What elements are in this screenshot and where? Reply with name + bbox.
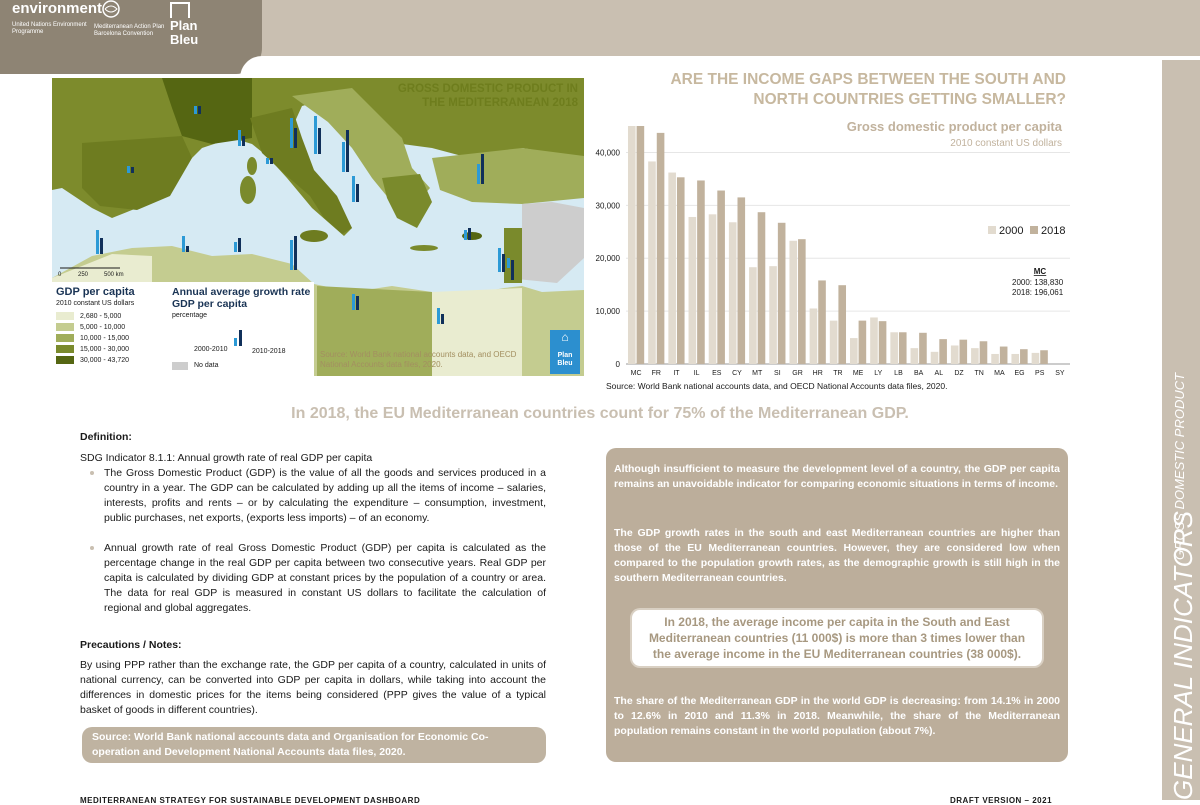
plan-bleu-map-word-2: Bleu [557,360,573,367]
chart-source: Source: World Bank national accounts data, and OECD National Accounts data files, 2020. [606,381,948,391]
legend-row [56,334,129,343]
bullet-dot [90,546,94,550]
x-tick-label: IT [673,370,680,377]
map-title [382,82,578,110]
legend-swatch [56,334,74,342]
legend-swatch-2018 [1030,226,1038,234]
bar-2018-ps [1040,350,1048,364]
bar-2018-il [697,180,705,364]
growth-bar [437,308,440,324]
growth-bar [481,154,484,184]
y-tick-label: 20,000 [595,254,620,264]
bar-2018-lb [899,332,907,364]
island-crete [410,245,438,251]
growth-bar [502,254,505,272]
plan-bleu-map-logo [550,330,580,374]
bar-2018-fr [657,133,665,364]
growth-bar [352,294,355,310]
bar-2000-gr [789,241,797,364]
legend-row [56,323,125,332]
growth-bar [507,258,510,268]
bar-2000-tr [830,321,838,364]
y-tick-label: 30,000 [595,201,620,211]
growth-bar [294,236,297,270]
commentary-paragraph-1: Although insufficient to measure the development level of a country, the GDP per capita remains an unavoidable indicator for comparing economic situations in terms of income. [614,463,1060,490]
legend-growth-label-b: 2010-2018 [252,348,286,355]
growth-bar [242,136,245,146]
growth-bar [511,260,514,280]
map-logo-icon [94,0,128,20]
bar-2018-me [859,321,867,364]
bar-2000-al [931,352,939,364]
bar-2000-mc [628,126,636,364]
bar-2018-ba [919,333,927,364]
legend-subtitle: 2010 constant US dollars [56,300,135,307]
growth-bar [290,240,293,270]
island-corsica [247,157,257,175]
bar-2000-hr [810,308,818,364]
chart-title: Gross domestic product per capita [846,119,1062,134]
map-logo-caption: Mediterranean Action Plan Barcelona Convention [94,24,165,37]
bar-2000-me [850,338,858,364]
island-sardinia [240,176,256,204]
bar-2000-il [689,217,697,364]
bar-2018-tn [980,341,988,364]
y-tick-label: 0 [615,360,620,369]
definition-bullet-2-text: Annual growth rate of real Gross Domestic Product (GDP) per capita is calculated as the percentage change in the real GDP per capita between two consecutive years. Real GDP per capita is calculated by dividing GDP at constant prices by the population of a country or area. The data for real GDP is measured in constant US dollars to facilitate the calculation of regional and global aggregates. [104,542,546,614]
x-tick-label: MC [630,370,642,377]
growth-bar [318,128,321,154]
bar-2000-tn [971,348,979,364]
bar-2000-ba [911,348,919,364]
gdp-map [52,78,584,376]
legend-swatch [56,312,74,320]
chart-subtitle: 2010 constant US dollars [950,138,1062,149]
legend-title: GDP per capita [56,286,135,298]
legend-nodata-swatch [172,362,188,370]
bar-2018-dz [960,340,968,364]
map-source: Source: World Bank national accounts data, and OECD National Accounts data files, 2020. [320,350,517,369]
chart-question-line-2: NORTH COUNTRIES GETTING SMALLER? [753,91,1066,108]
bar-2000-eg [1011,354,1019,364]
bar-2018-al [939,339,947,364]
bar-2000-ly [870,317,878,364]
bar-2018-it [677,177,685,364]
bar-2018-tr [838,285,846,364]
chart-question [590,70,1066,110]
legend-growth-subtitle: percentage [172,312,208,319]
bar-2000-ps [1032,353,1040,364]
precautions-text: By using PPP rather than the exchange rate, the GDP per capita of a country, calculated in units of national currency, can be converted into GDP per capita in dollars, while taking into account the differences in domestic prices for the items being considered (PPP gives the value of a typical basket of goods in different countries). [80,659,546,716]
growth-bar [131,167,134,173]
land-iberia [82,136,192,210]
x-tick-label: AL [934,370,944,377]
bar-2018-ly [879,321,887,364]
growth-bar [198,106,201,114]
footer-right: DRAFT VERSION – 2021 [950,796,1053,805]
x-tick-label: MT [752,370,763,377]
x-tick-label: EG [1014,370,1025,377]
chart-question-line-1: ARE THE INCOME GAPS BETWEEN THE SOUTH AND [670,71,1066,88]
legend-row [56,312,121,321]
commentary-box [606,448,1068,762]
bar-2018-mt [758,212,766,364]
growth-bar [498,248,501,272]
footer-left: MEDITERRANEAN STRATEGY FOR SUSTAINABLE DEVELOPMENT DASHBOARD [80,796,421,805]
plan-bleu-word-1: Plan [170,18,198,33]
plan-bleu-building-icon [170,2,190,18]
chart-annotation-title: MC [1033,267,1047,276]
plan-bleu-mark-icon: ⌂ [561,330,569,344]
definition-bullet-1-text: The Gross Domestic Product (GDP) is the value of all the goods and services produced in a country in a year. The GDP can be calculated by adding up all the items of income – salaries, interests, profits and rents – or by calculating the expenditure – consumption, investment, public purchases, net exports, (exports less imports) – of an economy. [104,467,546,524]
x-tick-label: CY [732,370,742,377]
commentary-highlight: In 2018, the average income per capita in the South and East Mediterranean countries (11 000$) is more than 3 times lower than the average income in the EU Mediterranean countries (38 000$). [630,608,1044,668]
definition-bullet-1 [80,466,546,526]
legend-growth-title: Annual average growth rate GDP per capita [172,286,311,310]
precautions-title: Precautions / Notes: [80,639,182,651]
plan-bleu-map-word-1: Plan [557,352,573,359]
x-tick-label: FR [651,370,661,377]
bar-2000-si [769,266,777,364]
legend-nodata-label: No data [194,362,219,369]
bullet-dot [90,471,94,475]
legend-swatch [56,345,74,353]
bar-2000-cy [729,222,737,364]
growth-bar [238,238,241,252]
legend-row [56,356,129,365]
map-title-line-2: THE MEDITERRANEAN 2018 [422,97,578,109]
growth-bar [468,228,471,240]
legend-label-2000: 2000 [999,225,1024,237]
plan-bleu-word-2: Bleu [170,32,199,47]
legend-label: 15,000 - 30,000 [80,346,130,353]
bar-2018-eg [1020,349,1028,364]
headline: In 2018, the EU Mediterranean countries count for 75% of the Mediterranean GDP. [291,405,909,422]
legend-swatch [56,356,74,364]
x-tick-label: TR [833,370,843,377]
commentary-paragraph-3: The share of the Mediterranean GDP in the world GDP is decreasing: from 14.1% in 2000 to 12.6% in 2010 and 11.3% in 2018. Meanwhile, the share of the Mediterranean population remains constant in the world population (about 7%). [614,695,1060,737]
bar-2018-si [778,223,786,364]
growth-bar [464,230,467,240]
definition-column [80,430,546,718]
bar-2018-mc [637,126,645,364]
legend-label: 10,000 - 15,000 [80,335,130,342]
bar-2018-gr [798,239,806,364]
side-tab-title [1168,770,1199,800]
unep-logo-caption: United Nations Environment Programme [12,22,87,35]
x-tick-label: TN [974,370,984,377]
gdp-bar-chart [580,118,1076,380]
bar-2000-es [709,214,717,364]
definition-title: Definition: [80,431,132,443]
bar-2000-ma [991,354,999,364]
unep-logo-word: environment [12,0,103,17]
growth-bar [346,130,349,172]
chart-annotation-line-2: 2018: 196,061 [1012,288,1064,297]
scale-label: 250 [78,272,89,278]
bar-2018-ma [1000,347,1008,364]
y-tick-label: 10,000 [595,307,620,317]
legend-growth-bar-2000 [234,338,237,346]
growth-bar [194,106,197,114]
x-tick-label: LB [894,370,903,377]
x-tick-label: HR [812,370,823,377]
x-tick-label: ME [852,370,864,377]
legend-row [56,345,129,354]
commentary-paragraph-2: The GDP growth rates in the south and east Mediterranean countries are higher than those of the EU Mediterranean countries. However, they are considered low when compared to the population growth rates, as the demographic growth is still high in the southern Mediterranean countries. [614,527,1060,584]
source-box: Source: World Bank national accounts data and Organisation for Economic Co-operation and Development National Accounts data files, 2020. [82,727,546,763]
growth-bar [290,118,293,148]
growth-bar [186,246,189,252]
definition-bullet-2 [80,541,546,616]
legend-label: 5,000 - 10,000 [80,324,126,331]
growth-bar [294,128,297,148]
growth-bar [314,116,317,154]
x-tick-label: IL [693,370,700,377]
growth-bar [127,166,130,173]
definition-indicator: SDG Indicator 8.1.1: Annual growth rate of real GDP per capita [80,452,373,464]
x-tick-label: SY [1055,370,1065,377]
legend-label: 30,000 - 43,720 [80,357,130,364]
x-tick-label: BA [913,370,924,377]
growth-bar [356,296,359,310]
growth-bar [238,130,241,146]
bar-2000-mt [749,267,757,364]
scale-label: 0 [58,272,62,278]
growth-bar [96,230,99,254]
growth-bar [100,238,103,254]
map-legend [52,282,314,376]
legend-swatch [56,323,74,331]
bar-2000-fr [648,161,656,364]
bar-2000-it [668,173,676,364]
scale-label: 500 km [104,272,124,278]
growth-bar [234,242,237,252]
bar-2018-es [717,191,725,364]
growth-bar [352,176,355,202]
growth-bar [342,142,345,172]
legend-label-2018: 2018 [1041,225,1066,237]
plan-bleu-logo [170,2,212,48]
land-turkey [432,148,584,204]
x-tick-label: PS [1035,370,1045,377]
growth-bar [270,158,273,164]
legend-swatch-2000 [988,226,996,234]
island-sicily [300,230,328,242]
x-tick-label: ES [712,370,722,377]
bar-2000-dz [951,345,959,364]
growth-bar [182,236,185,252]
legend-growth-bar-2010 [239,330,242,346]
growth-bar [356,184,359,202]
growth-bar [477,164,480,184]
x-tick-label: MA [994,370,1005,377]
x-tick-label: LY [874,370,883,377]
growth-bar [266,158,269,164]
legend-label: 2,680 - 5,000 [80,313,122,320]
bar-2018-cy [738,197,746,364]
bar-2000-lb [890,332,898,364]
x-tick-label: DZ [954,370,964,377]
bar-2018-hr [818,280,826,364]
x-tick-label: GR [792,370,803,377]
y-tick-label: 40,000 [595,148,620,158]
x-tick-label: SI [774,370,781,377]
legend-growth-label-a: 2000-2010 [194,346,228,353]
growth-bar [441,314,444,324]
chart-annotation-line-1: 2000: 138,830 [1012,278,1064,287]
map-title-line-1: GROSS DOMESTIC PRODUCT IN [397,83,578,95]
